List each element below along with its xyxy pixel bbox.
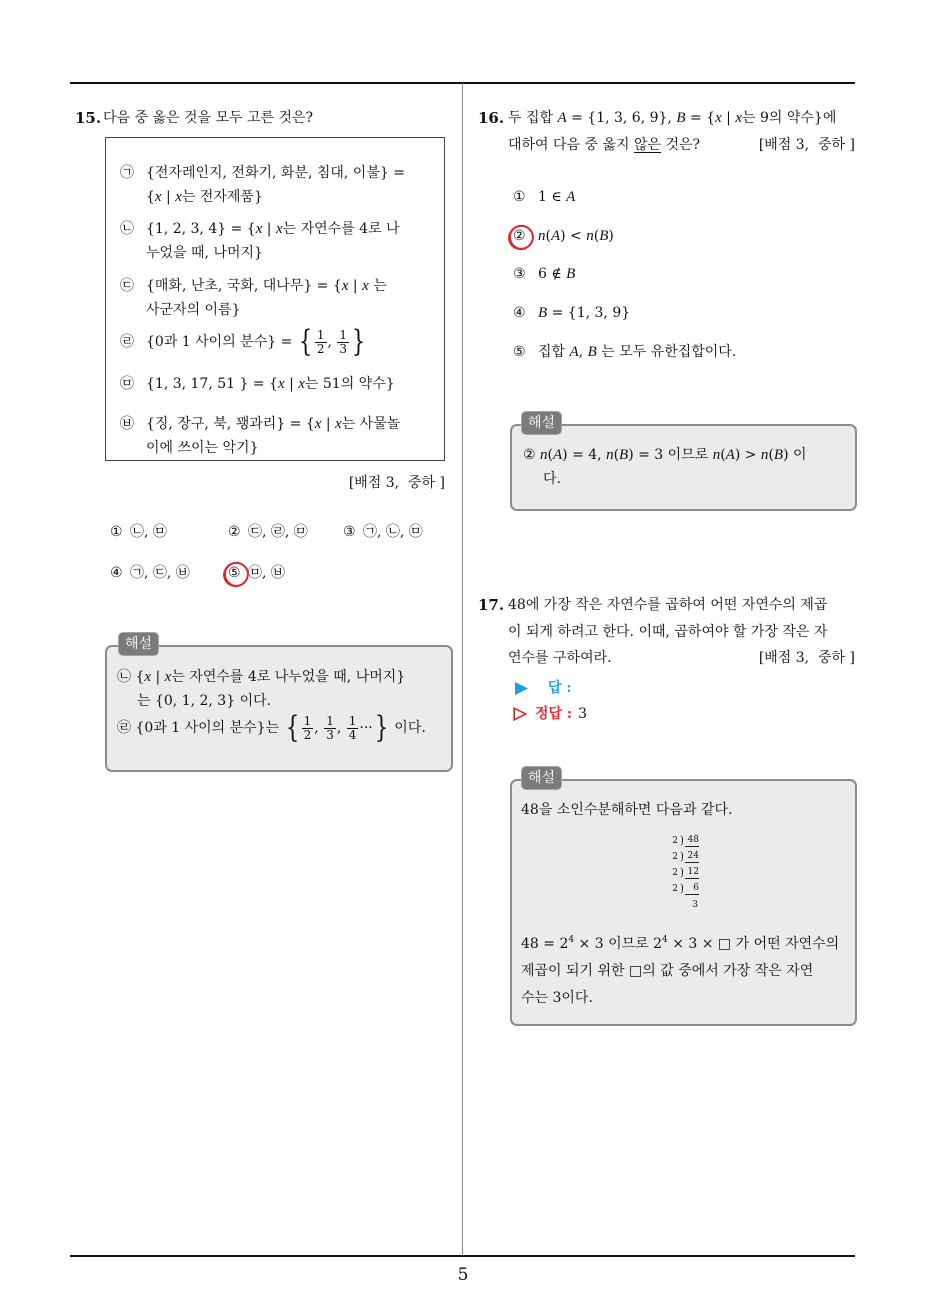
text-line [146, 217, 400, 241]
statement-marker: ㉣ [120, 334, 134, 350]
correct-answer-row [513, 702, 587, 726]
large-brace: { [285, 710, 299, 745]
text-line [521, 985, 839, 1012]
ladder-dividend: 24 [685, 850, 699, 863]
math-variable: x [277, 376, 285, 392]
text-run: {징, 장구, 북, 꽹과리} = { [146, 416, 315, 432]
text-run: 는 사물놀 [341, 416, 401, 432]
text-run: ( [720, 447, 726, 463]
text-run: 것은? [661, 137, 701, 153]
choice-2 [228, 520, 308, 544]
text-line [146, 412, 400, 436]
choice-text [538, 340, 736, 364]
solution-intro: 48을 소인수분해하면 다음과 같다. [521, 802, 733, 818]
text-line [146, 241, 400, 265]
text-run: ) 이 [783, 447, 807, 463]
text-run: | [161, 189, 176, 205]
text-run: , [314, 720, 324, 736]
column-divider [462, 83, 463, 1255]
text-run: , [327, 334, 337, 350]
fraction [324, 715, 336, 742]
math-variable: x [362, 278, 369, 294]
fraction-numerator: 1 [316, 327, 325, 342]
correct-answer-value: 3 [578, 706, 588, 722]
text-run: = {1, 3, 6, 9}, [566, 110, 677, 126]
ladder-bracket [679, 867, 683, 878]
math-variable: B [599, 228, 609, 244]
correct-answer-label: 정답 : [535, 706, 573, 722]
text-run: 는 모두 유한집합이다. [596, 344, 737, 360]
text-run: , [578, 344, 588, 360]
text-run: 사군자의 이름} [146, 302, 241, 318]
math-variable: A [725, 447, 735, 463]
choice-4 [513, 301, 630, 325]
text-run: {전자레인지, 전화기, 화분, 침대, 이불} = [146, 165, 405, 181]
text-line [146, 324, 367, 359]
text-run: 집합 [538, 344, 570, 360]
solution-box [105, 645, 453, 772]
statement-text [146, 372, 395, 396]
fraction [347, 715, 359, 742]
text-line [117, 665, 426, 689]
play-outline-icon [513, 707, 527, 721]
math-variable: n [760, 447, 769, 463]
text-run: 48 = 2 [521, 936, 569, 952]
choice-marker: ③ [343, 524, 356, 540]
math-variable: x [314, 416, 322, 432]
text-run: ( [593, 228, 600, 244]
solution-text [521, 931, 839, 1012]
choice-4 [110, 561, 190, 585]
prime-factorization-ladder [670, 831, 699, 911]
text-line [146, 372, 395, 396]
math-variable: n [538, 228, 546, 244]
ladder-dividend: 12 [685, 866, 699, 879]
text-run: | [262, 221, 276, 237]
text-run: ) = 3 이므로 [628, 447, 713, 463]
math-variable: B [538, 305, 548, 321]
text-run: {1, 2, 3, 4} = { [146, 221, 256, 237]
ladder-dividend: 6 [685, 882, 699, 895]
math-variable: A [550, 228, 561, 244]
choice-3 [513, 262, 575, 286]
text-run: 6 ∉ [538, 266, 567, 282]
ladder-divisor: 2 [672, 884, 678, 894]
choice-3 [343, 520, 423, 544]
score-tag: [배점 3, 중하 ] [348, 475, 445, 491]
text-run: 수는 3이다. [521, 990, 593, 1006]
fraction-denominator: 3 [326, 727, 334, 742]
play-filled-icon [515, 682, 528, 695]
math-variable: B [676, 110, 686, 126]
choice-marker: ④ [513, 305, 526, 321]
text-run: 1 ∈ [538, 189, 567, 205]
choice-marker: ⑤ [513, 344, 526, 360]
choice-5 [513, 340, 736, 364]
math-variable: x [154, 189, 162, 205]
large-brace: { [298, 324, 312, 359]
text-run: {0과 1 사이의 분수} = [146, 334, 297, 350]
text-run: 48에 가장 작은 자연수를 곱하여 어떤 자연수의 제곱 [508, 597, 828, 613]
choice-text [538, 185, 575, 209]
text-run: ( [545, 228, 551, 244]
fraction-denominator: 4 [348, 727, 357, 742]
text-run: 는 [368, 278, 387, 294]
text-run: ② [523, 447, 541, 463]
math-variable: B [773, 447, 784, 463]
text-run: = { [685, 110, 716, 126]
solution-tab: 해설 [521, 766, 562, 790]
choice-1 [110, 520, 167, 544]
fraction [315, 329, 327, 356]
math-variable: A [566, 189, 576, 205]
text-run: | [348, 278, 363, 294]
text-line [523, 443, 807, 467]
ladder-divisor: 2 [672, 868, 678, 878]
statement-text [146, 324, 367, 359]
text-run: 는 51의 약수} [304, 376, 395, 392]
statement-item [120, 274, 387, 322]
ladder-row [670, 879, 699, 895]
page-number: 5 [457, 1265, 469, 1285]
text-run: ··· [359, 720, 373, 736]
choice-text: ㉤, ㉥ [248, 565, 285, 581]
choice-marker: ② [228, 524, 241, 540]
statement-text [146, 274, 387, 322]
solution-text [523, 443, 807, 491]
exponent: 4 [568, 935, 575, 945]
question-number: 16. [478, 109, 505, 127]
solution-text [117, 665, 426, 743]
text-line [146, 185, 405, 209]
text-run: 이에 쓰이는 악기} [146, 440, 259, 456]
text-line [117, 710, 426, 745]
text-run: , [336, 720, 346, 736]
statement-marker: ㉥ [120, 416, 134, 432]
text-run: ㉣ {0과 1 사이의 분수}는 [117, 720, 284, 736]
large-brace: } [351, 324, 366, 359]
text-run: ) > [734, 447, 761, 463]
math-variable: B [587, 344, 597, 360]
ladder-bracket [679, 883, 683, 894]
text-run: 는 전자제품} [181, 189, 263, 205]
fraction-denominator: 2 [316, 341, 325, 356]
text-run: 이다. [389, 720, 426, 736]
text-run: ( [547, 447, 553, 463]
exponent: 4 [662, 935, 668, 945]
statement-item [120, 217, 400, 265]
question-stem: 다음 중 옳은 것을 모두 고른 것은? [103, 110, 314, 126]
text-line [523, 467, 807, 491]
text-run: | [721, 110, 736, 126]
text-run: 두 집합 [508, 110, 558, 126]
math-variable: n [586, 228, 594, 244]
fraction-denominator: 3 [339, 341, 348, 356]
ladder-bracket [679, 835, 683, 846]
text-run: 이 되게 하려고 한다. 이때, 곱하여야 할 가장 작은 자 [508, 623, 828, 640]
text-run: { [146, 189, 155, 205]
text-run: ㉡ { [117, 669, 145, 685]
text-run: 는 {0, 1, 2, 3} 이다. [137, 693, 272, 709]
choice-marker: ① [513, 189, 526, 205]
solution-box [510, 779, 857, 1026]
choice-marker: ④ [110, 565, 123, 581]
text-run: ( [613, 447, 620, 463]
math-variable: n [712, 447, 721, 463]
ladder-row-final [670, 895, 699, 911]
text-run: {1, 3, 17, 51 } = { [146, 376, 278, 392]
ladder-divisor: 2 [672, 836, 678, 846]
math-variable: x [335, 416, 342, 432]
text-line [146, 274, 387, 298]
statement-marker: ㉤ [120, 376, 134, 392]
text-line [146, 161, 405, 185]
statement-text [146, 412, 400, 460]
text-line [508, 619, 827, 646]
text-run: 는 9의 약수}에 [742, 110, 837, 126]
text-run: = {1, 3, 9} [547, 305, 631, 321]
choice-text [538, 262, 575, 286]
fraction-numerator: 1 [303, 713, 312, 728]
statement-marker: ㉡ [120, 221, 134, 237]
fraction-numerator: 1 [326, 713, 334, 728]
statement-item [120, 372, 395, 396]
choice-marker: ② [513, 224, 538, 248]
answer-row [515, 676, 572, 700]
question-number: 17. [478, 596, 505, 614]
fraction-numerator: 1 [348, 713, 357, 728]
text-line [521, 931, 839, 958]
text-run: 는 자연수를 4로 나 [282, 221, 400, 237]
math-variable: n [606, 447, 614, 463]
text-run: 제곱이 되기 위한 □의 값 중에서 가장 작은 자연 [521, 963, 814, 979]
text-run: | [151, 669, 165, 685]
choice-text [538, 301, 630, 325]
large-brace: } [374, 710, 388, 745]
math-variable: x [298, 376, 305, 392]
solution-box [510, 424, 857, 511]
text-run: 대하여 다음 중 옳지 [508, 137, 634, 153]
text-run: × 3 이므로 2 [574, 936, 663, 952]
text-run: 는 자연수를 4로 나누었을 때, 나머지} [171, 669, 406, 685]
ladder-bracket [679, 851, 683, 862]
choice-text: ㉠, ㉢, ㉥ [130, 565, 190, 581]
choice-1 [513, 185, 575, 209]
statement-item [120, 324, 367, 359]
math-variable: x [175, 189, 182, 205]
math-variable: n [540, 447, 548, 463]
text-run: 연수를 구하여라. [508, 650, 612, 666]
text-run: ) < [560, 228, 587, 244]
statement-box [105, 137, 445, 461]
statement-item [120, 161, 405, 209]
solution-tab: 해설 [521, 411, 562, 435]
math-variable: x [255, 221, 263, 237]
math-variable: x [735, 110, 743, 126]
choice-text: ㉢, ㉣, ㉤ [248, 524, 308, 540]
ladder-row [670, 831, 699, 847]
math-variable: A [557, 110, 567, 126]
statement-item [120, 412, 400, 460]
statement-marker: ㉠ [120, 165, 134, 181]
text-run: 누었을 때, 나머지} [146, 245, 263, 261]
text-run: ( [768, 447, 774, 463]
text-run: ) [608, 228, 614, 244]
math-variable: x [275, 221, 283, 237]
text-run: | [284, 376, 299, 392]
text-run: 다. [543, 471, 561, 487]
answer-label: 답 : [548, 680, 572, 696]
fraction-denominator: 2 [303, 727, 312, 742]
math-variable: A [552, 447, 563, 463]
text-run: × 3 × □ 가 어떤 자연수의 [667, 936, 840, 952]
math-variable: x [144, 669, 152, 685]
math-variable: B [566, 266, 576, 282]
choice-5 [228, 561, 285, 585]
ladder-row [670, 847, 699, 863]
math-variable: B [619, 447, 629, 463]
question-number: 15. [75, 109, 102, 127]
text-line [146, 298, 387, 322]
bottom-rule [70, 1255, 855, 1257]
statement-marker: ㉢ [120, 278, 134, 294]
text-line [508, 592, 827, 619]
text-line [508, 105, 836, 132]
ladder-divisor: 2 [672, 852, 678, 862]
underlined-text: 않은 [634, 137, 662, 153]
text-line [146, 436, 400, 460]
choice-marker: ⑤ [228, 561, 248, 585]
fraction [302, 715, 314, 742]
choice-text: ㉠, ㉡, ㉤ [363, 524, 423, 540]
score-tag: [배점 3, 중하 ] [758, 137, 855, 153]
ladder-dividend: 48 [685, 834, 699, 847]
ladder-quotient: 3 [692, 900, 698, 910]
math-variable: x [341, 278, 349, 294]
choice-2 [513, 224, 614, 248]
math-variable: A [569, 344, 579, 360]
choice-text: ㉡, ㉤ [130, 524, 167, 540]
ladder-row [670, 863, 699, 879]
text-line [521, 958, 839, 985]
text-run: | [321, 416, 336, 432]
text-run: ) = 4, [562, 447, 607, 463]
statement-text [146, 161, 405, 209]
choice-marker: ① [110, 524, 123, 540]
statement-text [146, 217, 400, 265]
solution-tab: 해설 [118, 632, 159, 656]
text-run: {매화, 난초, 국화, 대나무} = { [146, 278, 342, 294]
fraction-numerator: 1 [339, 327, 348, 342]
choice-marker: ③ [513, 266, 526, 282]
choice-text [538, 224, 614, 248]
score-tag: [배점 3, 중하 ] [758, 650, 855, 666]
fraction [337, 329, 349, 356]
math-variable: x [715, 110, 722, 126]
math-variable: x [164, 669, 172, 685]
